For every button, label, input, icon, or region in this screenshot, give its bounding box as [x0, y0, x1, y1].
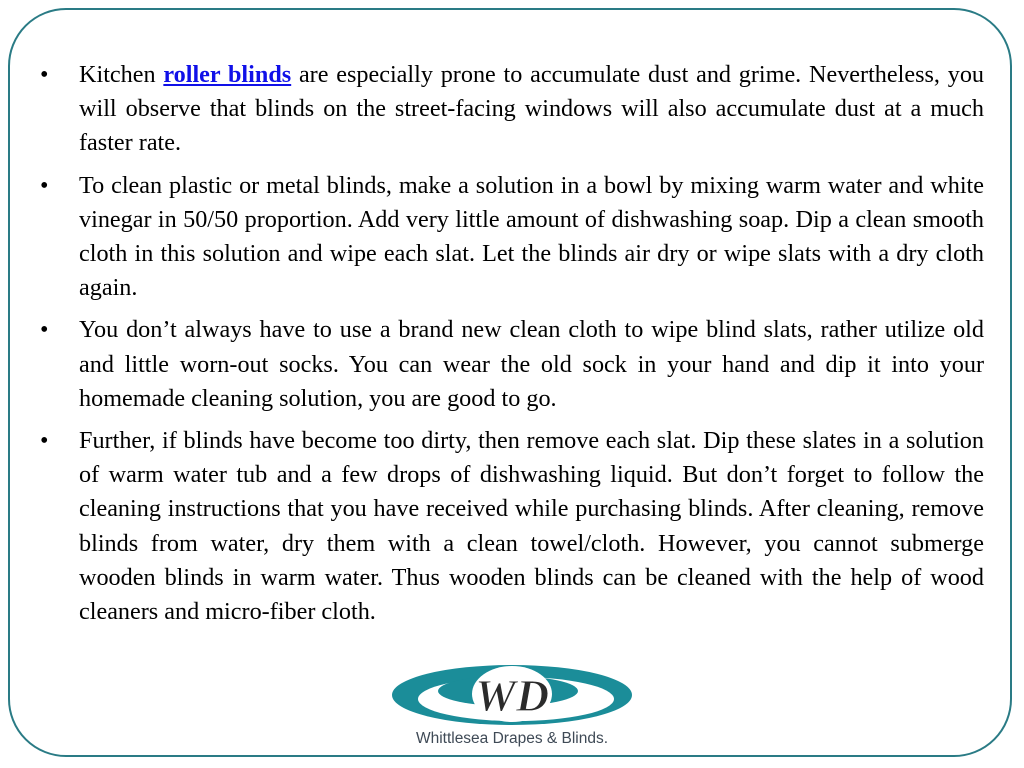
- bullet-item-2: [40, 169, 984, 306]
- logo-tagline: Whittlesea Drapes & Blinds.: [415, 730, 609, 747]
- bullet-dot: •: [40, 61, 49, 88]
- bullet-1-text-end: are especially prone to accumulate dust and grime. Nevertheless, you will observe that blinds on the street-facing windows will also accumulate dust at a much faster rate.: [79, 61, 985, 157]
- bullet-item-4: [40, 424, 984, 629]
- bullet-dot: •: [40, 316, 49, 344]
- bullet-item-1: [40, 58, 984, 161]
- bullet-4-text: Further, if blinds have become too dirty, then remove each slat. Dip these slates in a solution of warm water tub and a few drops of dishwashing liquid. But don’t forget to follow the cleaning instructions that you have received while purchasing blinds. After cleaning, remove blinds from water, dry them with a clean towel/cloth. However, you cannot submerge wooden blinds in warm water. Thus wooden blinds can be cleaned with the help of wood cleaners and micro-fiber cloth.: [79, 427, 984, 626]
- bullet-dot: •: [40, 427, 49, 455]
- logo-monogram: WD: [474, 670, 550, 721]
- logo-swoosh-icon: [388, 663, 636, 729]
- bullet-dot: •: [40, 171, 49, 199]
- bullet-3-text: You don’t always have to use a brand new clean cloth to wipe blind slats, rather utilize old and little worn-out socks. You can wear the old sock in your hand and dip it into your homemade cleaning solution, you are good to go.: [79, 316, 984, 412]
- bullet-content: [40, 58, 984, 637]
- bullet-item-3: [40, 313, 984, 416]
- roller-blinds-link[interactable]: roller blinds: [163, 61, 292, 88]
- bullet-2-text: To clean plastic or metal blinds, make a solution in a bowl by mixing warm water and white vinegar in 50/50 proportion. Add very little amount of dishwashing soap. Dip a clean smooth cloth in this solution and wipe each slat. Let the blinds air dry or wipe slats with a dry cloth again.: [79, 171, 984, 302]
- bullet-1-text-start: Kitchen: [79, 61, 164, 88]
- bullet-list: [40, 58, 984, 629]
